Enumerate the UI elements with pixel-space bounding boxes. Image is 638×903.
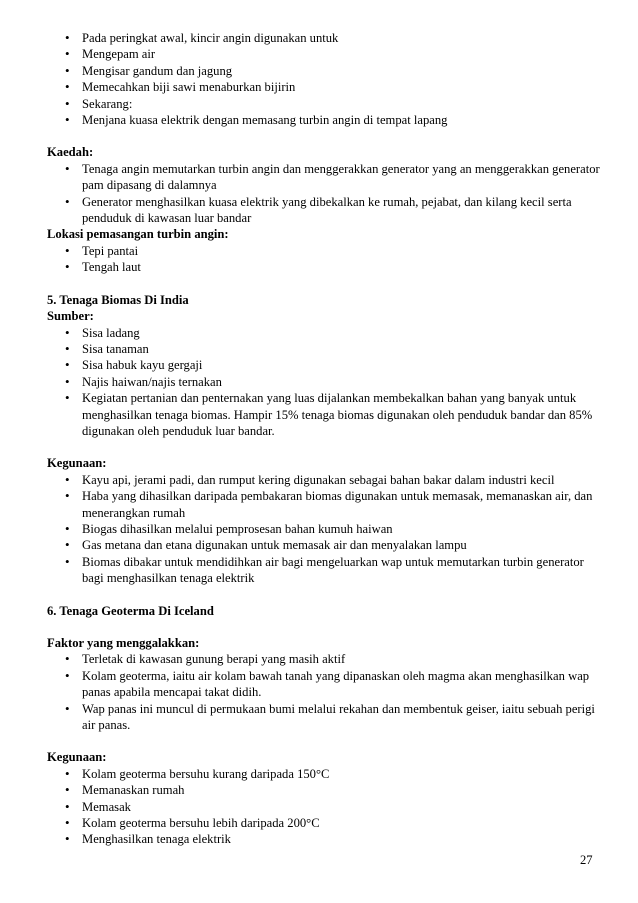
list-item: • Kayu api, jerami padi, dan rumput kering digunakan sebagai bahan bakar dalam industri kecil	[47, 472, 607, 488]
kegunaan-heading: Kegunaan:	[47, 750, 107, 765]
list-item: • Menjana kuasa elektrik dengan memasang turbin angin di tempat lapang	[47, 112, 607, 128]
list-item: • Wap panas ini muncul di permukaan bumi melalui rekahan dan membentuk geiser, iaitu sebuah perigi air panas.	[47, 701, 607, 734]
sumber-list	[47, 325, 607, 440]
kaedah-list	[47, 161, 607, 227]
list-item: • Najis haiwan/najis ternakan	[47, 374, 607, 390]
lokasi-heading: Lokasi pemasangan turbin angin:	[47, 227, 229, 242]
list-item: • Pada peringkat awal, kincir angin digunakan untuk	[47, 30, 607, 46]
page-number: 27	[580, 853, 593, 867]
list-item: • Sisa ladang	[47, 325, 607, 341]
list-item: • Tepi pantai	[47, 243, 607, 259]
list-item: • Sisa tanaman	[47, 341, 607, 357]
lokasi-list	[47, 243, 607, 276]
list-item: • Mengisar gandum dan jagung	[47, 63, 607, 79]
document-page	[47, 30, 607, 848]
list-item: • Tengah laut	[47, 259, 607, 275]
list-item: • Terletak di kawasan gunung berapi yang masih aktif	[47, 651, 607, 667]
section-6-title: 6. Tenaga Geoterma Di Iceland	[47, 603, 214, 618]
list-item: • Menghasilkan tenaga elektrik	[47, 831, 607, 847]
kegunaan-heading: Kegunaan:	[47, 456, 107, 471]
list-item: • Memasak	[47, 799, 607, 815]
kaedah-heading: Kaedah:	[47, 145, 94, 160]
list-item: • Kolam geoterma bersuhu lebih daripada 200°C	[47, 815, 607, 831]
faktor-list	[47, 651, 607, 733]
biomas-kegunaan-list	[47, 472, 607, 587]
list-item: • Sisa habuk kayu gergaji	[47, 357, 607, 373]
list-item: • Biomas dibakar untuk mendidihkan air bagi mengeluarkan wap untuk memutarkan turbin generator bagi menghasilkan tenaga elektrik	[47, 554, 607, 587]
sumber-heading: Sumber:	[47, 309, 94, 324]
list-item: • Sekarang:	[47, 96, 607, 112]
section-5-title: 5. Tenaga Biomas Di India	[47, 292, 189, 307]
list-item: • Haba yang dihasilkan daripada pembakaran biomas digunakan untuk memasak, memanaskan air, dan menerangkan rumah	[47, 488, 607, 521]
list-item: • Biogas dihasilkan melalui pemprosesan bahan kumuh haiwan	[47, 521, 607, 537]
geoterma-kegunaan-list	[47, 766, 607, 848]
list-item: • Memanaskan rumah	[47, 782, 607, 798]
list-item: • Memecahkan biji sawi menaburkan bijirin	[47, 79, 607, 95]
list-item: • Generator menghasilkan kuasa elektrik yang dibekalkan ke rumah, pejabat, dan kilang kecil serta penduduk di kawasan luar bandar	[47, 194, 607, 227]
list-item: • Tenaga angin memutarkan turbin angin dan menggerakkan generator yang an menggerakkan generator pam dipasang di dalamnya	[47, 161, 607, 194]
list-item: • Kegiatan pertanian dan penternakan yang luas dijalankan membekalkan bahan yang banyak untuk menghasilkan tenaga biomas. Hampir 15% tenaga biomas digunakan oleh penduduk bandar dan 85% digunakan oleh penduduk luar bandar.	[47, 390, 607, 439]
faktor-heading: Faktor yang menggalakkan:	[47, 636, 200, 650]
intro-list	[47, 30, 607, 128]
list-item: • Mengepam air	[47, 46, 607, 62]
list-item: • Kolam geoterma bersuhu kurang daripada 150°C	[47, 766, 607, 782]
list-item: • Kolam geoterma, iaitu air kolam bawah tanah yang dipanaskan oleh magma akan menghasilkan wap panas apabila mencapai takat didih.	[47, 668, 607, 701]
list-item: • Gas metana dan etana digunakan untuk memasak air dan menyalakan lampu	[47, 537, 607, 553]
